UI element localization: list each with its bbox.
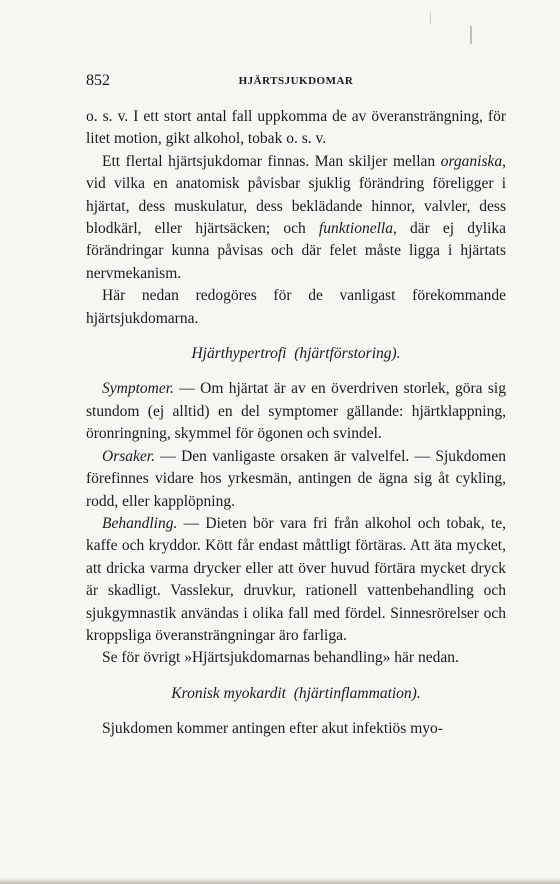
subsection-label: Behandling.: [102, 514, 178, 532]
page-header: [86, 72, 506, 94]
page-number: 852: [86, 72, 110, 89]
subsection-label: Orsaker.: [102, 447, 155, 465]
scan-mark: [430, 12, 431, 24]
paragraph: Sjukdomen kommer antingen efter akut infektiös myo-: [102, 720, 443, 738]
section-heading: Kronisk myokardit (hjärtinflammation).: [171, 684, 421, 702]
paragraph: Här nedan redogöres för de vanligast förekommande hjärtsjukdomarna.: [86, 287, 506, 327]
running-head: HJÄRTSJUKDOMAR: [238, 75, 354, 87]
paragraph: Ett flertal hjärtsjukdomar finnas. Man skiljer mellan organiska, vid vilka en anatomisk påvisbar sjuklig förändring föreligger i hjärtat, dess muskulatur, dess beklädande hinnor, valvler, dess blodkärl, eller hjärtsäcken; och funktionella, där ej dylika förändringar kunna påvisas och där felet måste ligga i hjärtats nervmekanism.: [86, 152, 506, 282]
page-body: [86, 106, 506, 741]
emphasis: funktionella: [318, 220, 393, 238]
scan-mark: [470, 26, 472, 44]
paragraph: Symptomer. — Om hjärtat är av en överdriven storlek, göra sig stundom (ej alltid) en del symptomer gällande: hjärtklappning, öronringning, skymmel för ögonen och svindel.: [86, 380, 506, 443]
paragraph: Orsaker. — Den vanligaste orsaken är valvelfel. — Sjukdomen förefinnes vidare hos yrkesmän, antingen de ägna sig åt cykling, rodd, eller kapplöpning.: [86, 447, 506, 510]
paragraph: Behandling. — Dieten bör vara fri från alkohol och tobak, te, kaffe och kryddor. Kött får endast måttligt förtäras. Att äta mycket, att dricka varma drycker eller att över huvud förtära mycket dryck är skadligt. Vasslekur, druvkur, rationell vattenbehandling och sjukgymnastik användas i olika fall med fördel. Sinnesrörelser och kroppsliga överansträngningar äro farliga.: [86, 514, 506, 644]
paragraph: o. s. v. I ett stort antal fall uppkomma de av överansträngning, för litet motion, gikt alkohol, tobak o. s. v.: [86, 108, 506, 148]
emphasis: organiska: [440, 152, 503, 170]
subsection-label: Symptomer.: [102, 380, 174, 398]
section-heading: Hjärthypertrofi (hjärtförstoring).: [191, 345, 401, 363]
paragraph: Se för övrigt »Hjärtsjukdomarnas behandling» här nedan.: [102, 649, 459, 667]
page-edge: [0, 878, 560, 884]
